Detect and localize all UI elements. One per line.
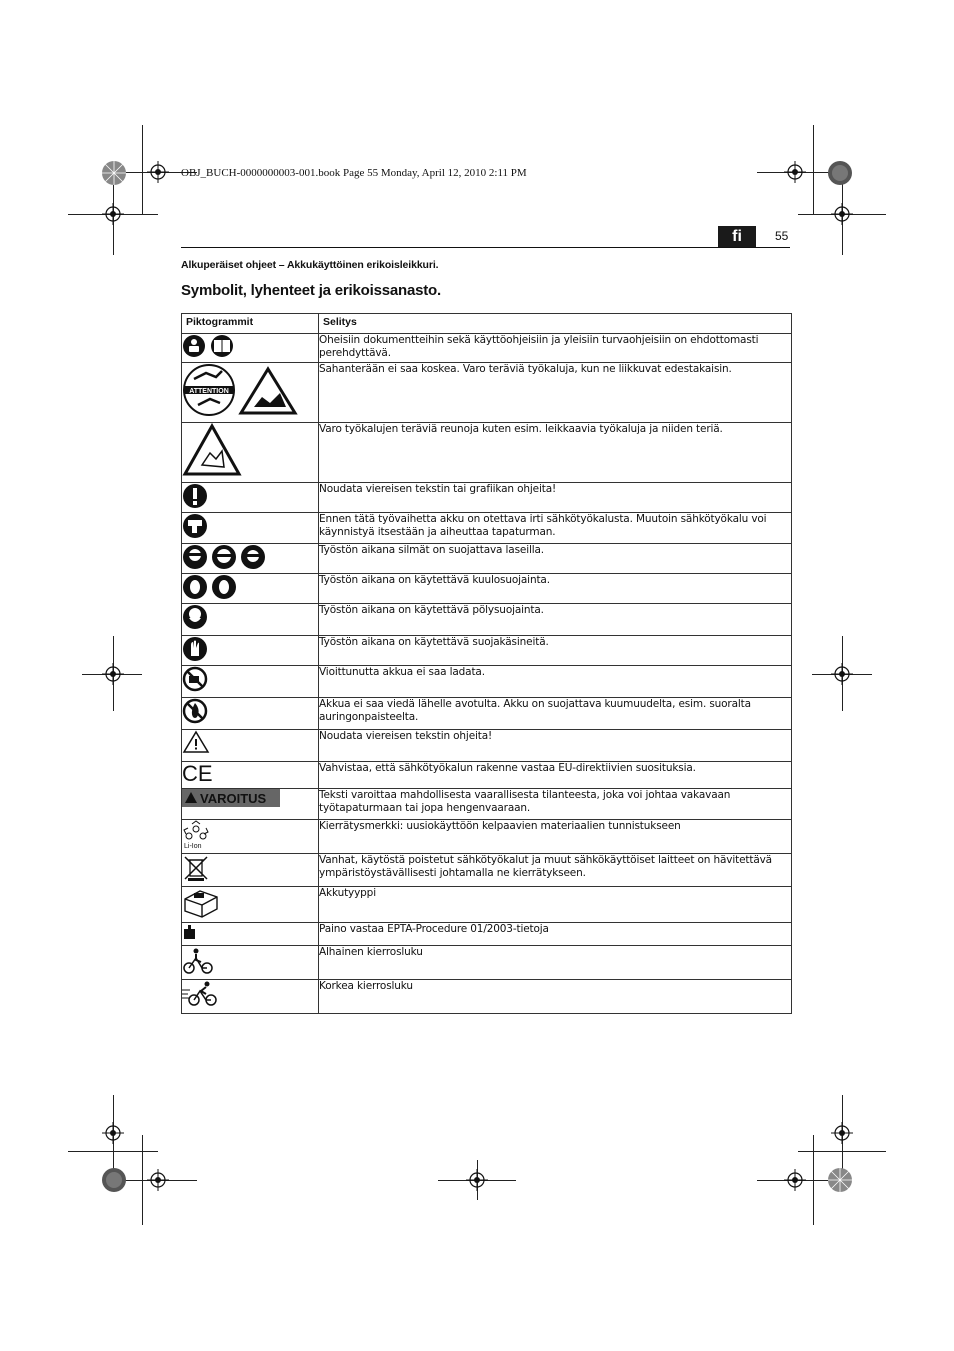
- pictogram-cell: [182, 789, 319, 820]
- table-row: [182, 513, 792, 544]
- read-manual-icon: [182, 334, 236, 358]
- page-number: 55: [775, 229, 789, 243]
- description-cell: Sahanterään ei saa koskea. Varo teräviä työkaluja, kun ne liikkuvat edestakaisin.: [319, 363, 792, 423]
- table-row: [182, 762, 792, 789]
- pictogram-cell: [182, 820, 319, 854]
- warning-triangle-icon: [182, 730, 210, 754]
- description-cell: Varo työkalujen teräviä reunoja kuten esim. leikkaavia työkaluja ja niiden teriä.: [319, 423, 792, 483]
- sharp-edges-warning-icon: [182, 423, 242, 477]
- description-cell: Korkea kierrosluku: [319, 980, 792, 1014]
- crosshair-icon: [147, 161, 169, 183]
- description-cell: Työstön aikana on käytettävä kuulosuojainta.: [319, 574, 792, 604]
- pictogram-cell: [182, 698, 319, 730]
- table-row: [182, 820, 792, 854]
- table-row: [182, 980, 792, 1014]
- description-cell: Teksti varoittaa mahdollisesta vaarallisesta tilanteesta, joka voi johtaa vakavaan työtapaturmaan tai jopa hengenvaaraan.: [319, 789, 792, 820]
- description-cell: Alhainen kierrosluku: [319, 946, 792, 980]
- crosshair-icon: [102, 663, 124, 685]
- document-subtitle: Alkuperäiset ohjeet – Akkukäyttöinen erikoisleikkuri.: [181, 259, 439, 271]
- description-cell: Työstön aikana silmät on suojattava laseilla.: [319, 544, 792, 574]
- pictogram-cell: [182, 854, 319, 887]
- section-title: Symbolit, lyhenteet ja erikoissanasto.: [181, 282, 441, 299]
- dust-mask-icon: [182, 604, 208, 630]
- table-row: [182, 604, 792, 636]
- high-speed-cyclist-icon: [182, 980, 218, 1008]
- attention-saw-blade-icon: [182, 363, 300, 417]
- table-row: [182, 698, 792, 730]
- crosshair-icon: [102, 1122, 124, 1144]
- table-row: [182, 334, 792, 363]
- no-damaged-battery-charge-icon: [182, 666, 208, 692]
- ear-protection-icon: [182, 574, 238, 600]
- pictogram-cell: [182, 887, 319, 923]
- table-row: [182, 730, 792, 762]
- crosshair-icon: [784, 1169, 806, 1191]
- pictogram-cell: [182, 666, 319, 698]
- registration-target-icon: [826, 159, 854, 187]
- registration-target-icon: [100, 1166, 128, 1194]
- table-row: [182, 574, 792, 604]
- crosshair-icon: [466, 1169, 488, 1191]
- table-header-row: [182, 314, 792, 334]
- pictogram-cell: [182, 946, 319, 980]
- table-row: [182, 923, 792, 946]
- low-speed-cyclist-icon: [182, 946, 214, 976]
- pictogram-cell: [182, 730, 319, 762]
- table-row: [182, 854, 792, 887]
- crosshair-icon: [147, 1169, 169, 1191]
- no-open-flame-icon: [182, 698, 208, 724]
- pictogram-cell: [182, 923, 319, 946]
- ce-mark-text: CE: [182, 762, 213, 784]
- eye-protection-icon: [182, 544, 266, 570]
- exclamation-icon: [182, 483, 208, 509]
- pictogram-cell: [182, 483, 319, 513]
- description-cell: Ennen tätä työvaihetta akku on otettava irti sähkötyökalusta. Muutoin sähkötyökalu voi käynnistyä itsestään ja aiheuttaa tapaturman.: [319, 513, 792, 544]
- table-row: [182, 544, 792, 574]
- column-header-pictograms: Piktogrammit: [182, 314, 319, 334]
- disconnect-battery-icon: [182, 513, 208, 539]
- table-row: [182, 363, 792, 423]
- description-cell: Paino vastaa EPTA-Procedure 01/2003-tietoja: [319, 923, 792, 946]
- pictogram-cell: [182, 980, 319, 1014]
- description-cell: Akkua ei saa viedä lähelle avotulta. Akku on suojattava kuumuudelta, esim. suoralta auringonpaisteelta.: [319, 698, 792, 730]
- pictogram-cell: [182, 423, 319, 483]
- pictogram-cell: [182, 762, 319, 789]
- description-cell: Vahvistaa, että sähkötyökalun rakenne vastaa EU-direktiivien suosituksia.: [319, 762, 792, 789]
- varoitus-text: VAROITUS: [200, 791, 267, 806]
- symbols-table: [181, 313, 792, 1014]
- pictogram-cell: [182, 544, 319, 574]
- registration-target-icon: [100, 159, 128, 187]
- header-rule: [181, 247, 790, 248]
- description-cell: Kierrätysmerkki: uusiokäyttöön kelpaavien materiaalien tunnistukseen: [319, 820, 792, 854]
- table-row: [182, 887, 792, 923]
- recycling-li-ion-icon: [182, 820, 210, 850]
- language-badge: fi: [718, 226, 756, 247]
- description-cell: Akkutyyppi: [319, 887, 792, 923]
- varoitus-label-icon: [182, 789, 280, 807]
- pictogram-cell: [182, 574, 319, 604]
- crosshair-icon: [831, 203, 853, 225]
- crosshair-icon: [831, 663, 853, 685]
- ce-mark-icon: [182, 762, 214, 784]
- pictogram-cell: [182, 334, 319, 363]
- pictogram-cell: [182, 363, 319, 423]
- description-cell: Noudata viereisen tekstin ohjeita!: [319, 730, 792, 762]
- weight-icon: [182, 923, 198, 941]
- pictogram-cell: [182, 636, 319, 666]
- registration-target-icon: [826, 1166, 854, 1194]
- description-cell: Oheisiin dokumentteihin sekä käyttöohjeisiin ja yleisiin turvaohjeisiin on ehdottomasti perehdyttävä.: [319, 334, 792, 363]
- table-row: [182, 636, 792, 666]
- attention-label: ATTENTION: [189, 388, 229, 395]
- description-cell: Työstön aikana on käytettävä pölysuojainta.: [319, 604, 792, 636]
- table-row: [182, 666, 792, 698]
- pictogram-cell: [182, 604, 319, 636]
- crosshair-icon: [831, 1122, 853, 1144]
- print-book-line: OBJ_BUCH-0000000003-001.book Page 55 Monday, April 12, 2010 2:11 PM: [181, 167, 527, 179]
- gloves-icon: [182, 636, 208, 662]
- description-cell: Noudata viereisen tekstin tai grafiikan ohjeita!: [319, 483, 792, 513]
- table-row: [182, 789, 792, 820]
- battery-pack-icon: [182, 887, 220, 919]
- crossed-bin-icon: [182, 854, 210, 882]
- crosshair-icon: [784, 161, 806, 183]
- column-header-explanation: Selitys: [319, 314, 792, 334]
- table-row: [182, 946, 792, 980]
- crosshair-icon: [102, 203, 124, 225]
- table-row: [182, 483, 792, 513]
- description-cell: Työstön aikana on käytettävä suojakäsineitä.: [319, 636, 792, 666]
- li-ion-label: Li-Ion: [184, 843, 202, 850]
- table-row: [182, 423, 792, 483]
- description-cell: Vanhat, käytöstä poistetut sähkötyökalut ja muut sähkökäyttöiset laitteet on hävitettävä ympäristöystävällisesti johtamalla ne kierrätykseen.: [319, 854, 792, 887]
- pictogram-cell: [182, 513, 319, 544]
- description-cell: Vioittunutta akkua ei saa ladata.: [319, 666, 792, 698]
